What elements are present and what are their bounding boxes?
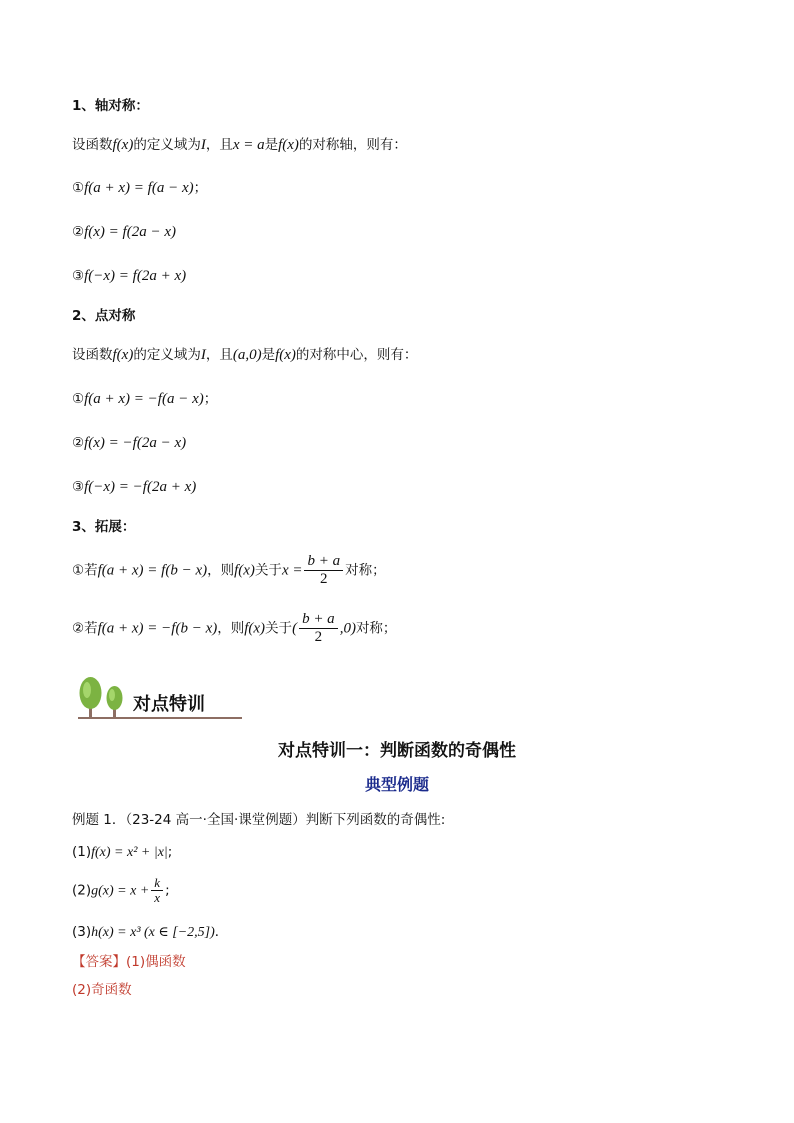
formula: f(a + x) = f(a − x) bbox=[84, 180, 194, 196]
answer-line bbox=[72, 950, 186, 974]
math-fx: f(x) bbox=[244, 620, 266, 637]
point-symmetry-intro bbox=[72, 343, 417, 367]
paren: ,0) bbox=[339, 620, 356, 637]
text: 是 bbox=[261, 347, 276, 363]
formula: f(a + x) = f(b − x) bbox=[97, 562, 208, 579]
punct: ； bbox=[203, 391, 218, 407]
item-marker: ③ bbox=[72, 479, 85, 495]
math-domain: I bbox=[200, 347, 206, 363]
fraction-denominator: 2 bbox=[314, 629, 323, 645]
item-marker: (1) bbox=[72, 844, 92, 860]
math-fx: f(x) bbox=[234, 562, 255, 579]
formula: f(−x) = −f(2a + x) bbox=[84, 479, 197, 495]
axis-symmetry-intro bbox=[72, 133, 407, 157]
math-fx: f(x) bbox=[112, 347, 134, 363]
text: 的对称中心，则有： bbox=[295, 347, 418, 363]
banner-label: 对点特训 bbox=[133, 694, 205, 715]
text: 关于 bbox=[265, 620, 293, 637]
extension-item-2 bbox=[72, 611, 396, 646]
extension-item-1 bbox=[72, 553, 386, 588]
formula: f(x) = x² + |x| bbox=[91, 845, 168, 860]
text: ，则 bbox=[217, 620, 245, 637]
math-domain: I bbox=[200, 137, 206, 153]
fraction-numerator: b + a bbox=[299, 611, 338, 629]
item-marker: (3) bbox=[72, 924, 92, 940]
item-marker: ① bbox=[72, 391, 85, 407]
item-marker: (2) bbox=[72, 882, 92, 899]
answer-1: (1)偶函数 bbox=[126, 954, 186, 970]
text: 是 bbox=[264, 137, 279, 153]
formula: f(x) = −f(2a − x) bbox=[84, 435, 187, 451]
formula: g(x) = x + bbox=[91, 883, 150, 899]
fraction-denominator: 2 bbox=[320, 571, 328, 587]
math-fx: f(x) bbox=[112, 137, 134, 153]
text: 的定义域为 bbox=[133, 347, 201, 363]
fraction-numerator: k bbox=[151, 876, 163, 891]
formula: h(x) = x³ (x ∈ [−2,5]) bbox=[91, 925, 215, 940]
answer-2: (2)奇函数 bbox=[72, 982, 132, 998]
math-fx: f(x) bbox=[278, 137, 299, 153]
text: 设函数 bbox=[72, 347, 113, 363]
example-part-2 bbox=[72, 876, 170, 905]
formula: f(x) = f(2a − x) bbox=[84, 224, 176, 240]
answer-tag: 【答案】 bbox=[72, 954, 126, 970]
item-marker: ①若 bbox=[72, 562, 98, 579]
section-heading-point-symmetry: 2、点对称 bbox=[72, 308, 136, 324]
punct: ； bbox=[193, 180, 208, 196]
math-x-eq: x = bbox=[281, 562, 303, 579]
punct: ; bbox=[167, 844, 173, 860]
formula: f(a + x) = −f(b − x) bbox=[97, 620, 218, 637]
fraction bbox=[151, 876, 163, 905]
formula: f(−x) = f(2a + x) bbox=[84, 268, 187, 284]
section-heading-axis-symmetry: 1、轴对称： bbox=[72, 98, 149, 114]
fraction bbox=[304, 553, 343, 588]
text: 的定义域为 bbox=[133, 137, 201, 153]
axis-formula-1 bbox=[72, 176, 207, 200]
fraction-numerator: b + a bbox=[304, 553, 343, 571]
text: 的对称轴，则有： bbox=[298, 137, 407, 153]
text: ，且 bbox=[205, 137, 233, 153]
paren: ( bbox=[292, 620, 298, 637]
punct: ; bbox=[165, 882, 170, 899]
point-formula-3 bbox=[72, 475, 196, 499]
item-marker: ③ bbox=[72, 268, 85, 284]
example-intro: 例题 1．（23-24 高一·全国·课堂例题）判断下列函数的奇偶性: bbox=[72, 812, 446, 828]
text: 对称； bbox=[345, 562, 386, 579]
text: 设函数 bbox=[72, 137, 113, 153]
punct: ． bbox=[214, 924, 229, 940]
item-marker: ② bbox=[72, 435, 85, 451]
math-fx: f(x) bbox=[275, 347, 296, 363]
subsection-title: 对点特训一：判断函数的奇偶性 bbox=[278, 741, 516, 761]
text: ，且 bbox=[205, 347, 233, 363]
fraction bbox=[299, 611, 338, 646]
point-formula-2 bbox=[72, 431, 186, 455]
item-marker: ① bbox=[72, 180, 85, 196]
text: 对称； bbox=[355, 620, 397, 637]
text: ，则 bbox=[207, 562, 235, 579]
fraction-denominator: x bbox=[154, 890, 161, 905]
example-part-3 bbox=[72, 920, 228, 945]
text: 关于 bbox=[254, 562, 282, 579]
item-marker: ②若 bbox=[72, 620, 98, 637]
math-center: (a,0) bbox=[232, 347, 262, 363]
item-marker: ② bbox=[72, 224, 85, 240]
example-part-1 bbox=[72, 840, 172, 865]
typical-examples-title: 典型例题 bbox=[364, 775, 429, 794]
math-axis: x = a bbox=[232, 137, 265, 153]
point-formula-1 bbox=[72, 387, 217, 411]
axis-formula-2 bbox=[72, 220, 176, 244]
formula: f(a + x) = −f(a − x) bbox=[84, 391, 204, 407]
section-heading-extension: 3、拓展： bbox=[72, 519, 136, 535]
axis-formula-3 bbox=[72, 264, 186, 288]
